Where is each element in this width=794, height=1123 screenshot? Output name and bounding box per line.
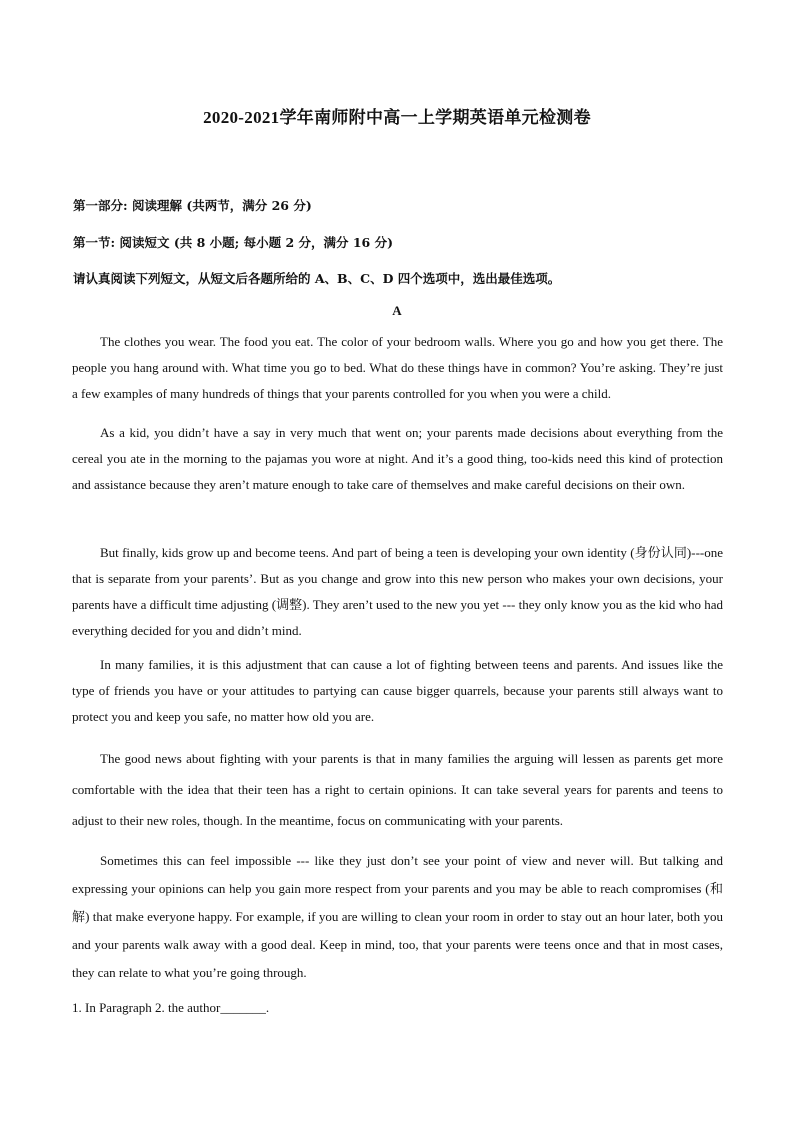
paragraph-4 bbox=[72, 652, 723, 730]
paragraph-6 bbox=[72, 847, 723, 987]
section-heading: 第一节: 阅读短文 (共 8 小题; 每小题 2 分，满分 16 分) bbox=[73, 235, 394, 250]
paragraph-text: But finally, kids grow up and become teens. And part of being a teen is developing your own identity (身份认同)---one that is separate from your parents’. But as you change and grow into this new person who makes your own decisions, your parents have a difficult time adjusting (调整). They aren’t used to the new you yet --- they only know you as the kid who had everything decided for you and didn’t mind. bbox=[72, 545, 723, 638]
paragraph-text: As a kid, you didn’t have a say in very much that went on; your parents made decisions about everything from the cereal you ate in the morning to the pajamas you wore at night. And it’s a good thing, too-kids need this kind of protection and assistance because they aren’t mature enough to take care of themselves and make careful decisions on their own. bbox=[72, 425, 723, 492]
paragraph-text: In many families, it is this adjustment that can cause a lot of fighting between teens and parents. And issues like the type of friends you have or your attitudes to partying can cause bigger quarrels, because your parents still always want to protect you and keep you safe, no matter how old you are. bbox=[72, 657, 723, 724]
paragraph-5 bbox=[72, 743, 723, 836]
question-1: 1. In Paragraph 2. the author_______. bbox=[72, 1000, 270, 1015]
paragraph-2 bbox=[72, 420, 723, 498]
part-heading: 第一部分: 阅读理解 (共两节，满分 26 分) bbox=[73, 198, 312, 213]
paragraph-text: Sometimes this can feel impossible --- like they just don’t see your point of view and never will. But talking and expressing your opinions can help you gain more respect from your parents and you may be able to reach compromises (和解) that make everyone happy. For example, if you are willing to clean your room in order to stay out an hour later, both you and your parents walk away with a good deal. Keep in mind, too, that your parents were teens once and that in most cases, they can relate to what you’re going through. bbox=[72, 853, 723, 980]
instruction-text: 请认真阅读下列短文，从短文后各题所给的 A、B、C、D 四个选项中，选出最佳选项。 bbox=[73, 271, 561, 286]
paragraph-1 bbox=[72, 329, 723, 407]
paragraph-text: The good news about fighting with your parents is that in many families the arguing will lessen as parents get more comfortable with the idea that their teen has a right to certain opinions. It can take several years for parents and teens to adjust to their new roles, though. In the meantime, focus on communicating with your parents. bbox=[72, 751, 723, 828]
paragraph-text: The clothes you wear. The food you eat. The color of your bedroom walls. Where you go and how you get there. The people you hang around with. What time you go to bed. What do these things have in common? You’re asking. They’re just a few examples of many hundreds of things that your parents controlled for you when you were a child. bbox=[72, 334, 723, 401]
page-title: 2020-2021学年南师附中高一上学期英语单元检测卷 bbox=[203, 108, 591, 127]
paragraph-3 bbox=[72, 540, 723, 644]
passage-letter: A bbox=[392, 303, 402, 318]
